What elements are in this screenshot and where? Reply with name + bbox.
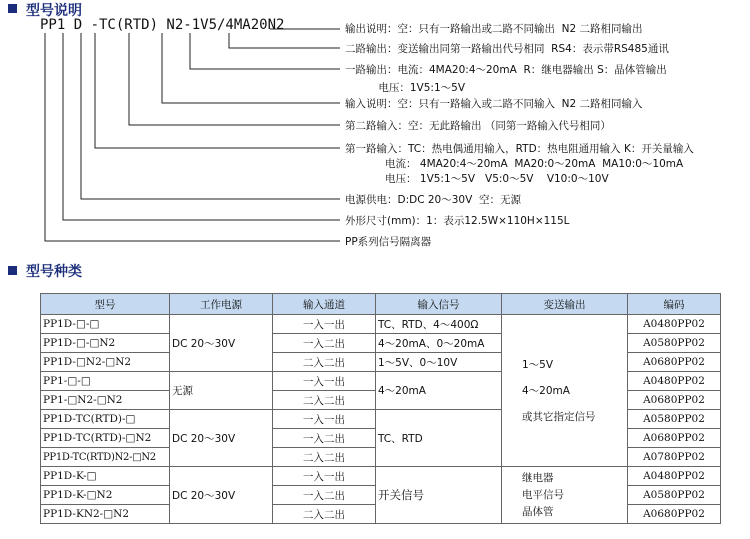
code-cell: A0580PP02 <box>628 410 721 429</box>
model-cell: PP1D-TC(RTD)-□N2 <box>41 429 170 448</box>
input-cell: 4～20mA <box>376 372 502 410</box>
channel-cell: 一入一出 <box>273 410 376 429</box>
code-cell: A0680PP02 <box>628 353 721 372</box>
table-header-row <box>41 294 721 315</box>
model-cell: PP1D-KN2-□N2 <box>41 505 170 524</box>
output-cell <box>502 467 628 524</box>
desc-first-output-voltage: 电压：1V5:1～5V <box>345 82 466 94</box>
power-cell: DC 20～30V <box>170 467 273 524</box>
channel-cell: 一入一出 <box>273 315 376 334</box>
header-output: 变送输出 <box>502 294 628 315</box>
code-cell: A0680PP02 <box>628 429 721 448</box>
code-cell: A0480PP02 <box>628 372 721 391</box>
table-row <box>41 467 721 486</box>
code-cell: A0480PP02 <box>628 467 721 486</box>
header-code: 编码 <box>628 294 721 315</box>
model-cell: PP1D-TC(RTD)N2-□N2 <box>41 448 170 467</box>
model-cell: PP1D-K-□N2 <box>41 486 170 505</box>
model-cell: PP1-□N2-□N2 <box>41 391 170 410</box>
output-line: 继电器 <box>522 471 554 484</box>
output-line: 或其它指定信号 <box>522 410 596 423</box>
channel-cell: 一入二出 <box>273 334 376 353</box>
section-title-model-types: 型号种类 <box>26 264 82 280</box>
model-cell: PP1D-□-□ <box>41 315 170 334</box>
input-cell: TC、RTD <box>376 410 502 467</box>
channel-cell: 一入一出 <box>273 467 376 486</box>
model-cell: PP1D-□N2-□N2 <box>41 353 170 372</box>
desc-series: PP系列信号隔离器 <box>345 236 432 248</box>
model-cell: PP1D-K-□ <box>41 467 170 486</box>
channel-cell: 一入二出 <box>273 486 376 505</box>
desc-second-input: 第二路输入：空：无此路输出 （同第一路输入代号相同） <box>345 120 611 132</box>
output-line: 4～20mA <box>522 384 570 397</box>
input-cell: 开关信号 <box>376 467 502 524</box>
input-cell: 4～20mA、0～20mA <box>376 334 502 353</box>
desc-first-input-current: 电流： 4MA20:4～20mA MA20:0～20mA MA10:0～10mA <box>345 158 684 170</box>
input-cell: TC、RTD、4～400Ω <box>376 315 502 334</box>
header-power: 工作电源 <box>170 294 273 315</box>
model-cell: PP1D-□-□N2 <box>41 334 170 353</box>
desc-first-input: 第一路输入：TC：热电偶通用输入，RTD：热电阻通用输入 K：开关量输入 <box>345 143 694 155</box>
power-cell: 无源 <box>170 372 273 410</box>
model-types-table <box>40 293 721 524</box>
channel-cell: 二入二出 <box>273 448 376 467</box>
model-code: PP1 D -TC(RTD) N2-1V5/4MA20N2 <box>40 17 285 33</box>
desc-second-output: 二路输出：变送输出同第一路输出代号相同 RS4：表示带RS485通讯 <box>345 43 669 55</box>
output-line: 1～5V <box>522 358 554 371</box>
model-cell: PP1-□-□ <box>41 372 170 391</box>
power-cell: DC 20～30V <box>170 315 273 372</box>
model-cell: PP1D-TC(RTD)-□ <box>41 410 170 429</box>
header-channel: 输入通道 <box>273 294 376 315</box>
header-model: 型号 <box>41 294 170 315</box>
section-title-model-desc: 型号说明 <box>26 3 82 19</box>
power-cell: DC 20～30V <box>170 410 273 467</box>
output-cell <box>502 315 628 467</box>
section-marker <box>8 266 17 275</box>
code-cell: A0480PP02 <box>628 315 721 334</box>
channel-cell: 二入二出 <box>273 353 376 372</box>
output-line: 电平信号 <box>522 488 564 501</box>
header-input-signal: 输入信号 <box>376 294 502 315</box>
table-row <box>41 315 721 334</box>
channel-cell: 一入一出 <box>273 372 376 391</box>
desc-first-output: 一路输出：电流：4MA20:4～20mA R：继电器输出 S：晶体管输出 <box>345 64 667 76</box>
channel-cell: 二入二出 <box>273 505 376 524</box>
channel-cell: 一入二出 <box>273 429 376 448</box>
code-cell: A0680PP02 <box>628 505 721 524</box>
code-cell: A0680PP02 <box>628 391 721 410</box>
output-line: 晶体管 <box>522 505 554 518</box>
desc-power: 电源供电：D:DC 20～30V 空：无源 <box>345 194 521 206</box>
channel-cell: 二入二出 <box>273 391 376 410</box>
input-cell: 1～5V、0～10V <box>376 353 502 372</box>
code-cell: A0780PP02 <box>628 448 721 467</box>
code-cell: A0580PP02 <box>628 334 721 353</box>
desc-input: 输入说明：空：只有一路输入或二路不同输入 N2 二路相同输入 <box>345 98 643 110</box>
desc-dimensions: 外形尺寸(mm)：1：表示12.5W×110H×115L <box>345 215 570 227</box>
desc-first-input-voltage: 电压： 1V5:1～5V V5:0～5V V10:0～10V <box>345 173 609 185</box>
desc-output: 输出说明：空：只有一路输出或二路不同输出 N2 二路相同输出 <box>345 23 643 35</box>
code-cell: A0580PP02 <box>628 486 721 505</box>
